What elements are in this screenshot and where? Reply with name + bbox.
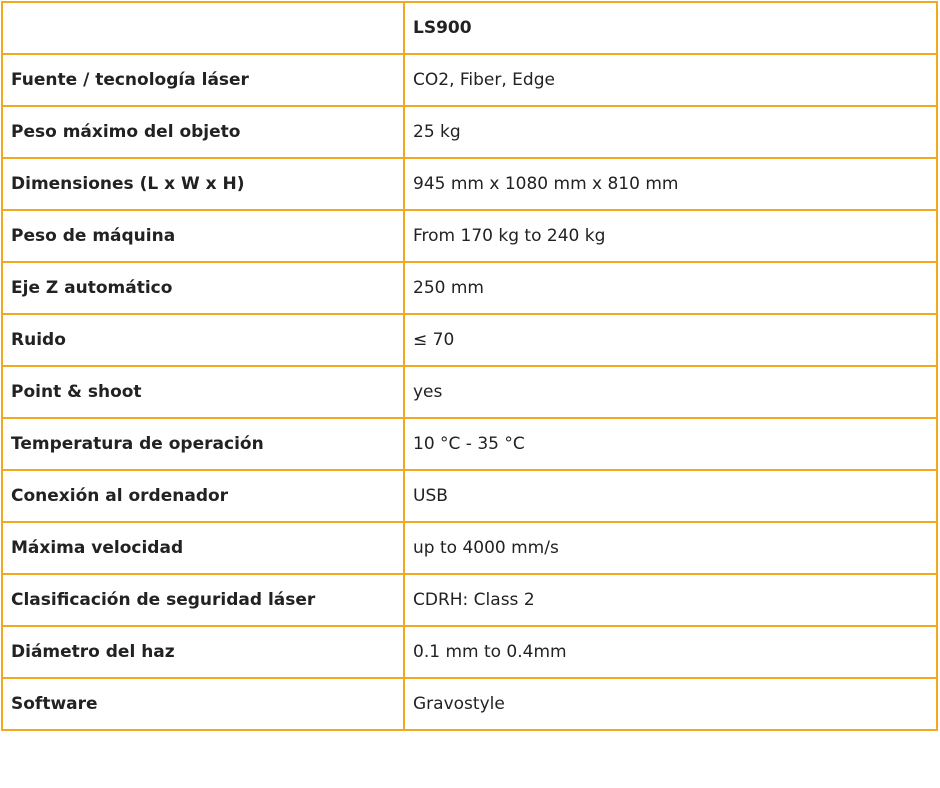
spec-table	[1, 1, 938, 731]
table-row	[2, 366, 937, 418]
spec-value: 25 kg	[404, 106, 937, 158]
table-row	[2, 262, 937, 314]
spec-value: 250 mm	[404, 262, 937, 314]
spec-value: ≤ 70	[404, 314, 937, 366]
spec-value: 0.1 mm to 0.4mm	[404, 626, 937, 678]
spec-label: Fuente / tecnología láser	[2, 54, 404, 106]
header-label-cell	[2, 2, 404, 54]
table-row	[2, 574, 937, 626]
spec-value: CO2, Fiber, Edge	[404, 54, 937, 106]
spec-value: Gravostyle	[404, 678, 937, 730]
spec-label: Conexión al ordenador	[2, 470, 404, 522]
spec-label: Ruido	[2, 314, 404, 366]
model-name-cell: LS900	[404, 2, 937, 54]
spec-label: Peso de máquina	[2, 210, 404, 262]
table-row	[2, 54, 937, 106]
table-row	[2, 314, 937, 366]
spec-label: Dimensiones (L x W x H)	[2, 158, 404, 210]
spec-label: Eje Z automático	[2, 262, 404, 314]
spec-value: From 170 kg to 240 kg	[404, 210, 937, 262]
spec-value: CDRH: Class 2	[404, 574, 937, 626]
table-row	[2, 522, 937, 574]
header-row	[2, 2, 937, 54]
table-row	[2, 626, 937, 678]
table-row	[2, 418, 937, 470]
table-row	[2, 678, 937, 730]
spec-label: Clasificación de seguridad láser	[2, 574, 404, 626]
spec-label: Software	[2, 678, 404, 730]
table-row	[2, 106, 937, 158]
spec-label: Máxima velocidad	[2, 522, 404, 574]
table-row	[2, 158, 937, 210]
spec-value: USB	[404, 470, 937, 522]
table-row	[2, 210, 937, 262]
spec-value: 10 °C - 35 °C	[404, 418, 937, 470]
spec-label: Temperatura de operación	[2, 418, 404, 470]
spec-value: yes	[404, 366, 937, 418]
spec-label: Point & shoot	[2, 366, 404, 418]
spec-value: 945 mm x 1080 mm x 810 mm	[404, 158, 937, 210]
spec-label: Peso máximo del objeto	[2, 106, 404, 158]
table-row	[2, 470, 937, 522]
spec-label: Diámetro del haz	[2, 626, 404, 678]
spec-value: up to 4000 mm/s	[404, 522, 937, 574]
